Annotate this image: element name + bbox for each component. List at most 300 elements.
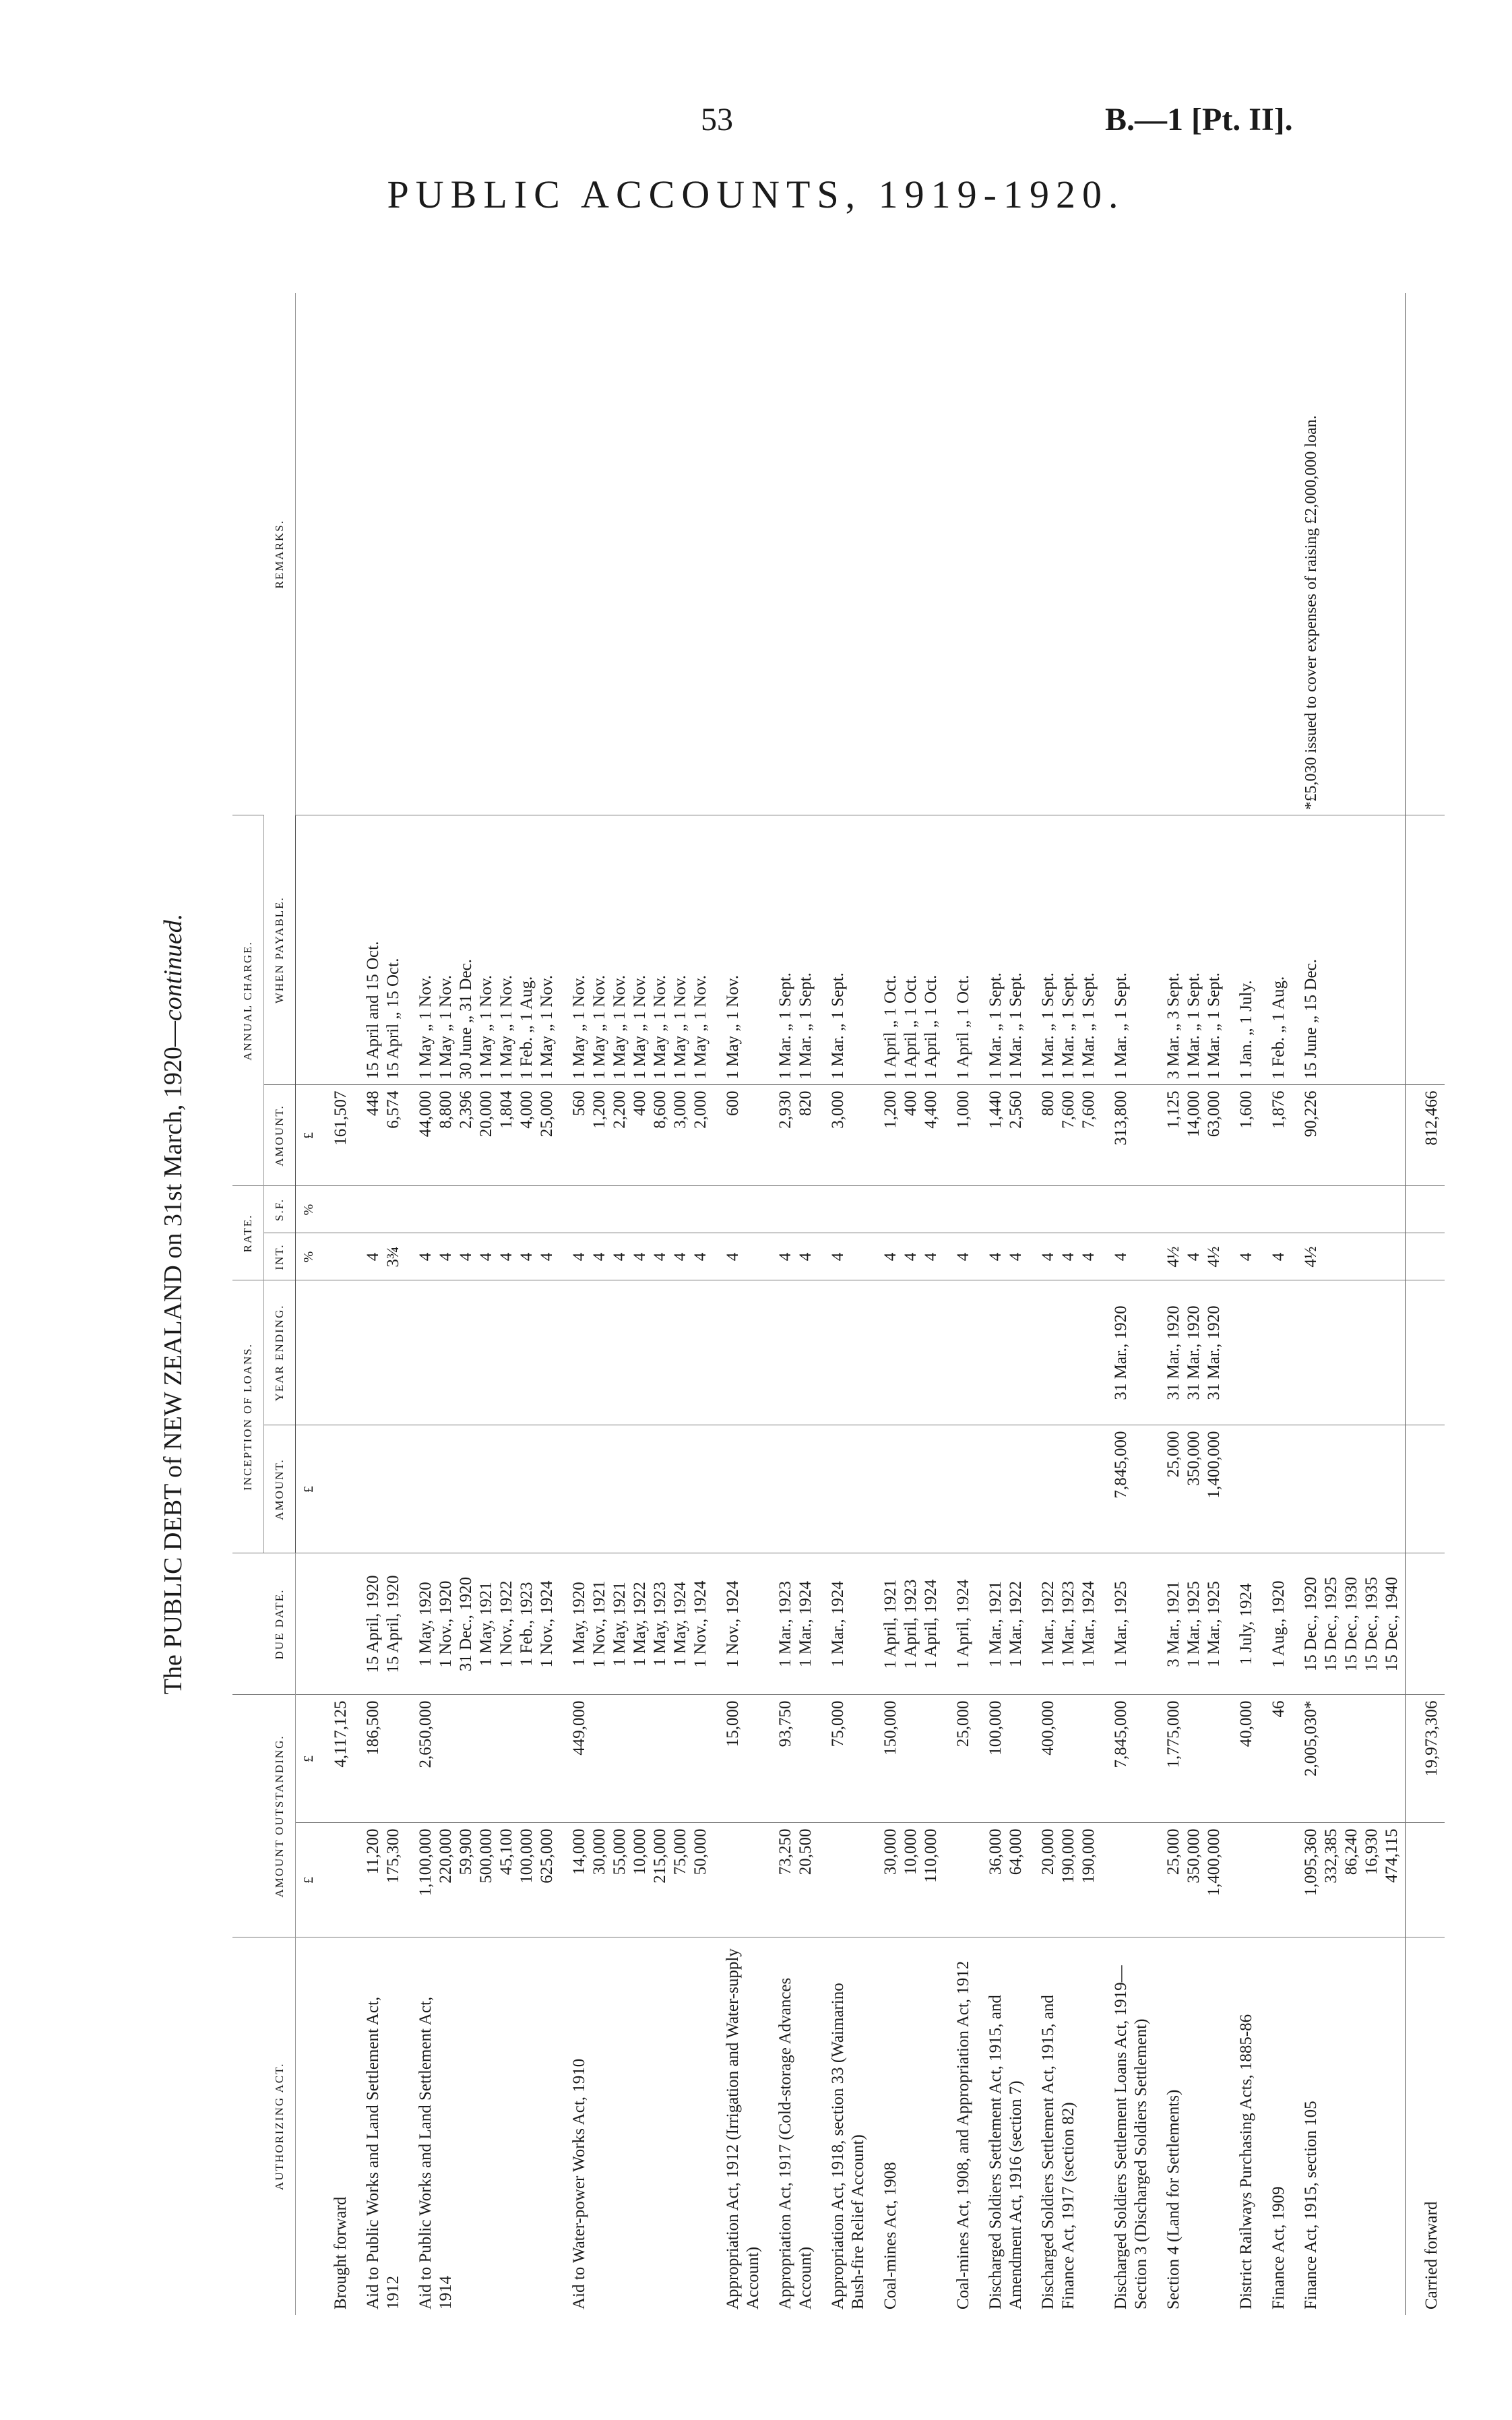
inc_year-cell [944,1280,976,1425]
annual-charge: 560 [570,1090,588,1116]
due-date: 1 Mar., 1925 [1185,1581,1203,1667]
act-line: Coal-mines Act, 1908, and Appropriation Act, 1912 [954,1960,972,2309]
interest-rate: 4½ [1302,1246,1320,1268]
remarks-cell [1154,293,1227,815]
outstanding-amount: 625,000 [538,1828,556,1884]
inception-year: 31 Mar., 1920 [1185,1305,1203,1400]
annual-charge: 400 [902,1090,920,1116]
when-payable [331,821,351,1079]
remarks-cell [819,293,871,815]
inc_year-cell [1259,1280,1292,1425]
due-date: 15 April, 1920 [384,1575,402,1673]
when-cell [354,815,406,1085]
inception-amount [416,1431,436,1547]
when-payable: 1 May „ 1 Nov. [631,974,649,1080]
interest-rate: 4 [416,1252,435,1262]
outstanding-amount: 16,930 [1362,1828,1381,1875]
due-date: 31 Dec., 1920 [457,1576,475,1672]
sinking-fund-rate [881,1191,901,1227]
inception-year: 31 Mar., 1920 [1112,1305,1130,1400]
interest-rate: 4½ [1164,1246,1183,1268]
due-cell [406,1553,560,1695]
inc_amount-cell [406,1425,560,1553]
outstanding-amount: 1,100,000 [416,1828,435,1896]
act-cell [406,1937,560,2315]
sinking-fund-rate [953,1191,974,1227]
outstanding-amount: 14,000 [570,1828,588,1875]
remarks-cell [406,293,560,815]
outstanding-total: 186,500 [364,1700,382,1756]
outstanding-cell [1029,1823,1102,1937]
due-date: 1 Mar., 1924 [1079,1581,1098,1667]
outstanding-cell [1102,1823,1154,1937]
unit-pound: £ [296,1425,322,1553]
due-date: 1 Mar., 1922 [1039,1581,1057,1667]
outstanding-amount: 73,250 [776,1828,794,1875]
debt-row [1154,293,1227,2315]
act-cell [321,1937,354,2315]
sf-cell [766,1186,819,1233]
outstanding-amount: 190,000 [1079,1828,1098,1884]
when-payable: 15 April „ 15 Oct. [384,958,402,1080]
when-cell [1227,815,1259,1085]
remarks-cell [766,293,819,815]
ann_amount-cell [560,1085,714,1186]
outstanding-amount: 11,200 [364,1828,382,1875]
when-cell [1154,815,1227,1085]
inc_year-cell [714,1280,766,1425]
annual-charge: 400 [631,1090,649,1116]
public-debt-table [232,293,1445,2315]
unit-percent: % [296,1233,322,1280]
header-annual-amount: AMOUNT. [264,1085,296,1186]
outstanding-total: 46 [1269,1700,1288,1718]
act-cell [1154,1937,1227,2315]
annual-charge: 63,000 [1205,1090,1223,1138]
inc_amount-cell [560,1425,714,1553]
unit-pound: £ [296,1085,322,1186]
when-cell [1102,815,1154,1085]
inc_year-cell [354,1280,406,1425]
annual-charge: 20,000 [477,1090,495,1138]
annual-charge: 44,000 [416,1090,435,1138]
outstanding-cell [976,1823,1029,1937]
outstanding-amount [331,1829,351,1932]
annual-charge: 2,000 [691,1090,710,1129]
outstanding-cell [871,1823,944,1937]
due-date: 1 Nov., 1924 [724,1580,742,1668]
ann_amount-cell [1259,1085,1292,1186]
inc_amount-cell [1029,1425,1102,1553]
when-payable: 1 Mar. „ 1 Sept. [1112,972,1130,1080]
outstanding-amount: 50,000 [691,1828,710,1875]
inc_year-cell [406,1280,560,1425]
ann_amount-cell [1102,1085,1154,1186]
when-payable: 1 Mar. „ 1 Sept. [1039,972,1057,1080]
act-line: Appropriation Act, 1918, section 33 (Waimarino Bush-fire Relief Account) [829,1983,867,2309]
act-line: Finance Act, 1909 [1269,2186,1288,2309]
annual-charge: 4,000 [517,1090,536,1129]
act-cell [871,1937,944,2315]
inc_year-cell [819,1280,871,1425]
interest-rate: 4 [881,1252,900,1262]
act-line: Aid to Public Works and Land Settlement Act, [416,1996,435,2309]
due-date: 1 April, 1924 [922,1579,940,1669]
interest-rate: 4 [610,1252,629,1262]
sf-cell [944,1186,976,1233]
interest-rate: 4 [437,1252,455,1262]
inception-year [723,1286,743,1419]
inception-amount: 7,845,000 [1112,1431,1130,1499]
act-line: Coal-mines Act, 1908 [881,2162,900,2309]
annual-charge: 1,200 [590,1090,608,1129]
header-inception-of-loans: INCEPTION OF LOANS. [232,1280,264,1553]
interest-rate: 4 [517,1252,536,1262]
due-cell [766,1553,819,1695]
remarks-cell [1029,293,1102,815]
when-cell [766,815,819,1085]
interest-rate: 4 [477,1252,495,1262]
header-due-date: DUE DATE. [232,1553,296,1695]
when-payable: 1 Mar. „ 1 Sept. [796,972,815,1080]
int-cell [1292,1233,1406,1280]
inception-amount [1236,1431,1257,1547]
when-payable: 1 May „ 1 Nov. [691,974,710,1080]
total-cell [560,1695,714,1823]
inception-year [953,1286,974,1419]
outstanding-cell [714,1823,766,1937]
due-date: 15 Dec., 1925 [1322,1576,1340,1672]
inception-year: 31 Mar., 1920 [1205,1305,1223,1400]
due-cell [560,1553,714,1695]
annual-charge: 313,800 [1112,1090,1130,1146]
sf-cell [819,1186,871,1233]
inception-amount [776,1431,796,1547]
inc_amount-cell [871,1425,944,1553]
due-date: 1 July, 1924 [1237,1583,1255,1665]
debt-row [976,293,1029,2315]
outstanding-cell [560,1823,714,1937]
due-date: 1 May, 1920 [570,1582,588,1667]
when-cell [560,815,714,1085]
sf-cell [354,1186,406,1233]
sinking-fund-rate [723,1191,743,1227]
due-cell [976,1553,1029,1695]
sinking-fund-rate [1236,1191,1257,1227]
act-cell [354,1937,406,2315]
ann_amount-cell [976,1085,1029,1186]
inc_amount-cell [1102,1425,1154,1553]
annual-charge: 8,600 [651,1090,669,1129]
annual-charge: 8,800 [437,1090,455,1129]
ann_amount-cell [819,1085,871,1186]
sf-cell [1292,1186,1406,1233]
annual-charge: 820 [796,1090,815,1116]
when-payable: 1 May „ 1 Nov. [610,974,629,1080]
due-cell [1259,1553,1292,1695]
inc_amount-cell [354,1425,406,1553]
outstanding-amount: 220,000 [437,1828,455,1884]
inc_year-cell [1029,1280,1102,1425]
inception-year [1038,1286,1059,1419]
header-authorizing-act: AUTHORIZING ACT. [232,1937,296,2315]
inc_year-cell [1292,1280,1406,1425]
interest-rate: 4 [457,1252,475,1262]
total-cell [1102,1695,1154,1823]
annual-charge: 14,000 [1185,1090,1203,1138]
page-heading: PUBLIC ACCOUNTS, 1919-1920. [387,173,1125,216]
interest-rate: 3¾ [384,1246,402,1268]
sf-cell [1029,1186,1102,1233]
act-line: Appropriation Act, 1912 (Irrigation and Water-supply Account) [724,1948,762,2309]
remarks-cell [714,293,766,815]
ann_amount-cell [871,1085,944,1186]
due-cell [354,1553,406,1695]
act-cell [976,1937,1029,2315]
interest-rate: 4½ [1205,1246,1223,1268]
outstanding-amount: 64,000 [1007,1828,1025,1875]
due-date: 15 Dec., 1920 [1302,1576,1320,1672]
inception-amount [828,1431,848,1547]
inc_amount-cell [819,1425,871,1553]
outstanding-amount: 45,100 [497,1828,515,1875]
inception-amount: 25,000 [1164,1431,1183,1478]
outstanding-amount: 36,000 [986,1828,1005,1875]
inception-amount [1301,1431,1321,1547]
due-date: 1 Mar., 1924 [829,1581,847,1667]
act-line: Discharged Soldiers Settlement Act, 1915, and Finance Act, 1917 (section 82) [1039,1995,1077,2309]
outstanding-amount: 30,000 [590,1828,608,1875]
due-date: 1 May, 1921 [477,1582,495,1667]
outstanding-total: 7,845,000 [1112,1700,1130,1768]
total-cell [714,1695,766,1823]
inception-amount [953,1431,974,1547]
page-number: 53 [701,102,733,137]
remarks-cell [1102,293,1154,815]
unit-percent: % [296,1186,322,1233]
inception-amount [881,1431,901,1547]
inc_year-cell [1154,1280,1227,1425]
outstanding-amount: 20,500 [796,1828,815,1875]
int-cell [560,1233,714,1280]
due-date: 1 May, 1922 [631,1582,649,1667]
when-payable: 1 May „ 1 Nov. [477,974,495,1080]
interest-rate: 4 [364,1252,382,1262]
act-line: Finance Act, 1915, section 105 [1302,2101,1320,2309]
header-rate: RATE. [232,1186,264,1280]
header-rate-int: INT. [264,1233,296,1280]
total-cell [976,1695,1029,1823]
act-line: Section 4 (Land for Settlements) [1164,2089,1183,2309]
due-date: 15 Dec., 1940 [1383,1576,1401,1672]
when-payable: 1 May „ 1 Nov. [437,974,455,1080]
when-cell [976,815,1029,1085]
inception-amount [723,1431,743,1547]
annual-charge: 6,574 [384,1090,402,1129]
due-date: 1 Nov., 1921 [590,1580,608,1668]
outstanding-amount: 75,000 [671,1828,689,1875]
act-line: 1914 [437,2276,455,2309]
due-cell [1292,1553,1406,1695]
carried-forward-label: Carried forward [1406,1937,1445,2315]
due-date: 1 April, 1923 [902,1579,920,1669]
inception-amount [331,1431,351,1547]
outstanding-amount: 86,240 [1342,1828,1360,1875]
rotated-table-region [152,293,1441,2315]
outstanding-cell [354,1823,406,1937]
ann_amount-cell [1227,1085,1259,1186]
interest-rate: 4 [1059,1252,1077,1262]
due-date: 1 April, 1921 [881,1579,900,1669]
outstanding-amount [1111,1829,1131,1932]
total-cell [354,1695,406,1823]
sinking-fund-rate [1111,1191,1131,1227]
annual-charge: 1,200 [881,1090,900,1129]
sinking-fund-rate [828,1191,848,1227]
remarks-cell [1227,293,1259,815]
inception-year [881,1286,901,1419]
outstanding-amount: 500,000 [477,1828,495,1884]
interest-rate: 4 [691,1252,710,1262]
inception-year [331,1286,351,1419]
due-date: 15 Dec., 1935 [1362,1576,1381,1672]
sf-cell [560,1186,714,1233]
annual-charge: 1,000 [954,1090,972,1129]
inception-year [1269,1286,1289,1419]
inc_amount-cell [1227,1425,1259,1553]
inception-year [1301,1286,1321,1419]
sf-cell [976,1186,1029,1233]
outstanding-amount: 1,095,360 [1302,1828,1320,1896]
outstanding-amount: 215,000 [651,1828,669,1884]
int-cell [976,1233,1029,1280]
outstanding-cell [1292,1823,1406,1937]
inc_year-cell [1227,1280,1259,1425]
outstanding-amount: 20,000 [1039,1828,1057,1875]
due-date: 1 Mar., 1923 [1059,1581,1077,1667]
int-cell [871,1233,944,1280]
outstanding-cell [1227,1823,1259,1937]
int-cell [1029,1233,1102,1280]
when-payable: 1 Mar. „ 1 Sept. [829,972,847,1080]
ann_amount-cell [406,1085,560,1186]
sf-cell [406,1186,560,1233]
act-line: Discharged Soldiers Settlement Loans Act, 1919—Section 3 (Discharged Soldiers Settlement) [1112,1965,1150,2309]
debt-row [871,293,944,2315]
when-payable: 1 April „ 1 Oct. [954,974,972,1080]
outstanding-total: 40,000 [1237,1700,1255,1747]
due-date: 1 Mar., 1924 [796,1581,815,1667]
due-date: 1 Nov., 1920 [437,1580,455,1668]
debt-row [1102,293,1154,2315]
annual-charge: 1,876 [1269,1090,1288,1129]
annual-charge: 7,600 [1059,1090,1077,1129]
interest-rate: 4 [796,1252,815,1262]
inc_year-cell [321,1280,354,1425]
int-cell [354,1233,406,1280]
when-payable: 15 June „ 15 Dec. [1302,959,1320,1080]
due-date: 1 April, 1924 [954,1579,972,1669]
interest-rate: 4 [986,1252,1005,1262]
ann_amount-cell [1154,1085,1227,1186]
outstanding-total: 15,000 [724,1700,742,1747]
remarks-cell [560,293,714,815]
sinking-fund-rate [569,1191,590,1227]
ann_amount-cell [354,1085,406,1186]
header-remarks: REMARKS. [232,293,296,815]
due-cell [944,1553,976,1695]
debt-row [1029,293,1102,2315]
inc_amount-cell [766,1425,819,1553]
due-cell [714,1553,766,1695]
outstanding-amount [723,1829,743,1932]
when-payable: 1 Feb. „ 1 Aug. [517,976,536,1080]
due-cell [1227,1553,1259,1695]
annual-charge: 448 [364,1090,382,1116]
annual-charge: 1,125 [1164,1090,1183,1129]
int-cell [766,1233,819,1280]
header-inception-year: YEAR ENDING. [264,1280,296,1425]
interest-rate: 4 [590,1252,608,1262]
act-cell [714,1937,766,2315]
outstanding-cell [1154,1823,1227,1937]
sf-cell [871,1186,944,1233]
due-date: 1 May, 1924 [671,1582,689,1667]
outstanding-total: 449,000 [570,1700,588,1756]
sf-cell [1154,1186,1227,1233]
due-date: 1 Nov., 1924 [691,1580,710,1668]
ann_amount-cell [944,1085,976,1186]
inception-amount [363,1431,383,1547]
outstanding-total: 93,750 [776,1700,794,1747]
sinking-fund-rate [416,1191,436,1227]
inception-amount: 350,000 [1185,1431,1203,1486]
sf-cell [1259,1186,1292,1233]
annual-charge: 7,600 [1079,1090,1098,1129]
outstanding-amount [1236,1829,1257,1932]
inc_year-cell [766,1280,819,1425]
interest-rate: 4 [829,1252,847,1262]
inc_year-cell [976,1280,1029,1425]
when-cell [1029,815,1102,1085]
carried-forward-total: 19,973,306 [1406,1695,1445,1823]
due-date: 1 Aug., 1920 [1269,1580,1288,1668]
int-cell [1102,1233,1154,1280]
interest-rate: 4 [1007,1252,1025,1262]
inception-year [986,1286,1006,1419]
act-cell [560,1937,714,2315]
inc_amount-cell [1154,1425,1227,1553]
units-row [296,293,322,2315]
interest-rate: 4 [776,1252,794,1262]
interest-rate: 4 [1185,1252,1203,1262]
debt-row [406,293,560,2315]
when-payable: 1 Jan. „ 1 July. [1237,980,1255,1080]
interest-rate: 4 [631,1252,649,1262]
header-annual-charge: ANNUAL CHARGE. [232,815,264,1186]
due-cell [321,1553,354,1695]
interest-rate: 4 [954,1252,972,1262]
outstanding-total: 100,000 [986,1700,1005,1756]
outstanding-amount: 100,000 [517,1828,536,1884]
when-payable: 1 April „ 1 Oct. [922,974,940,1080]
int-cell [1154,1233,1227,1280]
when-payable: 1 May „ 1 Nov. [570,974,588,1080]
act-line: Brought forward [332,2196,350,2309]
outstanding-total: 1,775,000 [1164,1700,1183,1768]
inc_amount-cell [1259,1425,1292,1553]
when-cell [944,815,976,1085]
